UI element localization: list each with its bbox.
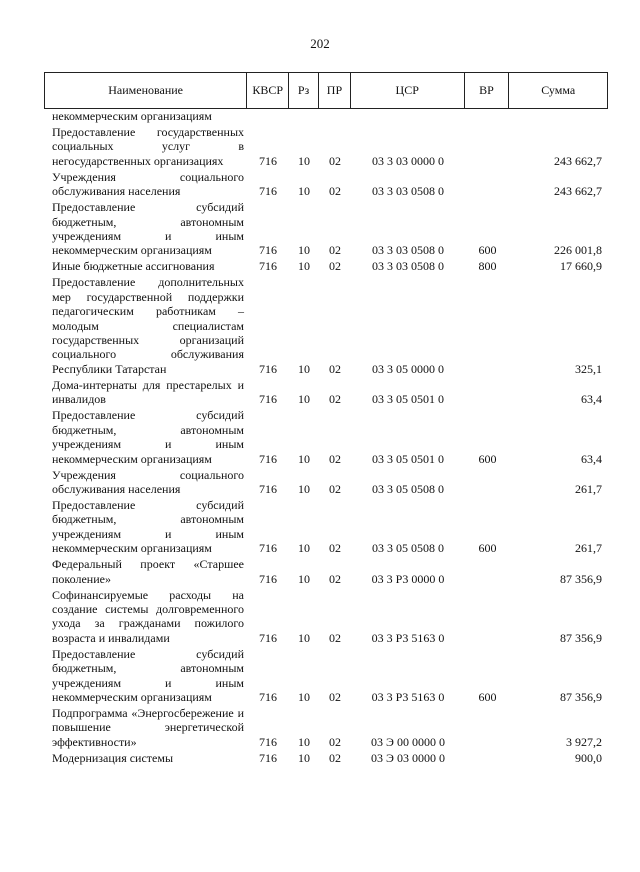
table-row bbox=[44, 275, 608, 376]
row-name: Предоставление субсидий бюджетным, автономным учреждениям и иным некоммерческим организациям bbox=[52, 497, 244, 556]
row-pr: 02 bbox=[329, 392, 341, 407]
row-vr: 800 bbox=[478, 259, 497, 274]
row-kvsr: 716 bbox=[259, 571, 277, 586]
row-name: Подпрограмма «Энергосбережение и повышение энергетической эффективности» bbox=[52, 705, 244, 749]
row-name: Модернизация системы bbox=[52, 750, 174, 765]
table-row bbox=[44, 647, 608, 705]
header-csr: ЦСР bbox=[351, 73, 465, 108]
row-sum: 243 662,7 bbox=[554, 153, 602, 168]
row-sum: 63,4 bbox=[581, 451, 602, 466]
row-csr: 03 3 05 0508 0 bbox=[372, 481, 444, 496]
row-kvsr: 716 bbox=[259, 392, 277, 407]
row-sum: 63,4 bbox=[581, 392, 602, 407]
row-sum: 261,7 bbox=[575, 541, 602, 556]
header-sum: Сумма bbox=[541, 83, 576, 97]
row-kvsr: 716 bbox=[259, 630, 277, 645]
table-row bbox=[44, 408, 608, 466]
row-rz: 10 bbox=[298, 451, 310, 466]
table-row bbox=[44, 125, 608, 168]
row-sum: 87 356,9 bbox=[560, 689, 602, 704]
row-csr: 03 3 03 0508 0 bbox=[372, 243, 444, 258]
row-name: Предоставление государственных социальных услуг в негосударственных организациях bbox=[52, 125, 244, 168]
row-rz: 10 bbox=[298, 734, 310, 749]
row-csr: 03 3 05 0501 0 bbox=[372, 451, 444, 466]
row-vr: 600 bbox=[478, 243, 497, 258]
row-rz: 10 bbox=[298, 571, 310, 586]
row-name: Федеральный проект «Старшее поколение» bbox=[52, 557, 244, 586]
row-kvsr: 716 bbox=[259, 734, 277, 749]
table-row bbox=[44, 557, 608, 586]
row-kvsr: 716 bbox=[259, 153, 277, 168]
row-sum: 17 660,9 bbox=[560, 259, 602, 274]
row-rz: 10 bbox=[298, 750, 310, 765]
row-rz: 10 bbox=[298, 243, 310, 258]
row-rz: 10 bbox=[298, 259, 310, 274]
row-pr: 02 bbox=[329, 259, 341, 274]
row-name: Предоставление субсидий бюджетным, автономным учреждениям и иным некоммерческим организациям bbox=[52, 646, 244, 704]
row-pr: 02 bbox=[329, 541, 341, 556]
header-kvsr: КВСР bbox=[247, 73, 289, 108]
row-csr: 03 3 03 0508 0 bbox=[372, 184, 444, 199]
row-pr: 02 bbox=[329, 481, 341, 496]
row-sum: 87 356,9 bbox=[560, 630, 602, 645]
table-row bbox=[44, 498, 608, 556]
row-rz: 10 bbox=[298, 689, 310, 704]
row-rz: 10 bbox=[298, 392, 310, 407]
row-csr: 03 3 03 0508 0 bbox=[372, 259, 444, 274]
header-rz: Рз bbox=[289, 73, 319, 108]
page-number: 202 bbox=[310, 36, 330, 51]
row-kvsr: 716 bbox=[259, 184, 277, 199]
table-row bbox=[44, 588, 608, 646]
row-name: Учреждения социального обслуживания населения bbox=[52, 467, 244, 496]
row-pr: 02 bbox=[329, 571, 341, 586]
row-pr: 02 bbox=[329, 243, 341, 258]
table-row bbox=[44, 751, 608, 765]
row-sum: 3 927,2 bbox=[566, 734, 602, 749]
row-csr: 03 3 05 0000 0 bbox=[372, 361, 444, 376]
row-kvsr: 716 bbox=[259, 689, 277, 704]
row-name: Софинансируемые расходы на создание системы долговременного ухода за гражданами пожилого возраста и инвалидами bbox=[52, 587, 244, 645]
table-row bbox=[44, 170, 608, 199]
row-csr: 03 Э 03 0000 0 bbox=[371, 750, 445, 765]
row-pr: 02 bbox=[329, 361, 341, 376]
row-name: Иные бюджетные ассигнования bbox=[52, 259, 215, 274]
row-name: некоммерческим организациям bbox=[52, 109, 212, 123]
row-kvsr: 716 bbox=[259, 541, 277, 556]
row-sum: 243 662,7 bbox=[554, 184, 602, 199]
row-name: Предоставление субсидий бюджетным, автономным учреждениям и иным некоммерческим организациям bbox=[52, 408, 244, 466]
row-csr: 03 3 Р3 5163 0 bbox=[371, 630, 445, 645]
table-row bbox=[44, 468, 608, 497]
row-kvsr: 716 bbox=[259, 481, 277, 496]
table-row bbox=[44, 109, 608, 123]
row-kvsr: 716 bbox=[259, 451, 277, 466]
table-row bbox=[44, 706, 608, 749]
row-sum: 226 001,8 bbox=[554, 243, 602, 258]
row-pr: 02 bbox=[329, 451, 341, 466]
row-csr: 03 3 05 0501 0 bbox=[372, 392, 444, 407]
row-rz: 10 bbox=[298, 184, 310, 199]
header-pr: ПР bbox=[319, 73, 351, 108]
row-pr: 02 bbox=[329, 734, 341, 749]
row-kvsr: 716 bbox=[259, 243, 277, 258]
table-row bbox=[44, 200, 608, 258]
row-csr: 03 3 03 0000 0 bbox=[372, 153, 444, 168]
row-rz: 10 bbox=[298, 361, 310, 376]
row-name: Предоставление субсидий бюджетным, автономным учреждениям и иным некоммерческим организациям bbox=[52, 200, 244, 258]
row-kvsr: 716 bbox=[259, 361, 277, 376]
row-vr: 600 bbox=[478, 451, 497, 466]
row-csr: 03 3 Р3 5163 0 bbox=[371, 689, 445, 704]
table-row bbox=[44, 378, 608, 407]
header-name: Наименование bbox=[45, 73, 247, 108]
row-pr: 02 bbox=[329, 689, 341, 704]
row-pr: 02 bbox=[329, 750, 341, 765]
row-sum: 325,1 bbox=[575, 361, 602, 376]
row-kvsr: 716 bbox=[259, 750, 277, 765]
row-vr: 600 bbox=[478, 689, 497, 704]
table-row bbox=[44, 259, 608, 273]
row-rz: 10 bbox=[298, 541, 310, 556]
row-csr: 03 3 05 0508 0 bbox=[372, 541, 444, 556]
row-name: Учреждения социального обслуживания населения bbox=[52, 169, 244, 199]
row-rz: 10 bbox=[298, 153, 310, 168]
row-csr: 03 3 Р3 0000 0 bbox=[371, 571, 445, 586]
row-name: Дома-интернаты для престарелых и инвалидов bbox=[52, 377, 244, 407]
row-sum: 87 356,9 bbox=[560, 571, 602, 586]
row-vr: 600 bbox=[478, 541, 497, 556]
row-sum: 900,0 bbox=[575, 750, 602, 765]
table-body bbox=[44, 109, 608, 765]
row-kvsr: 716 bbox=[259, 259, 277, 274]
row-name: Предоставление дополнительных мер государственной поддержки педагогическим работникам – молодым специалистам государственных организаций социального обслуживания Республики Татарстан bbox=[52, 275, 244, 376]
row-rz: 10 bbox=[298, 630, 310, 645]
header-vr: ВР bbox=[465, 73, 510, 108]
row-rz: 10 bbox=[298, 481, 310, 496]
row-csr: 03 Э 00 0000 0 bbox=[371, 734, 445, 749]
row-pr: 02 bbox=[329, 630, 341, 645]
row-pr: 02 bbox=[329, 153, 341, 168]
table-header bbox=[44, 72, 608, 109]
row-sum: 261,7 bbox=[575, 481, 602, 496]
row-pr: 02 bbox=[329, 184, 341, 199]
